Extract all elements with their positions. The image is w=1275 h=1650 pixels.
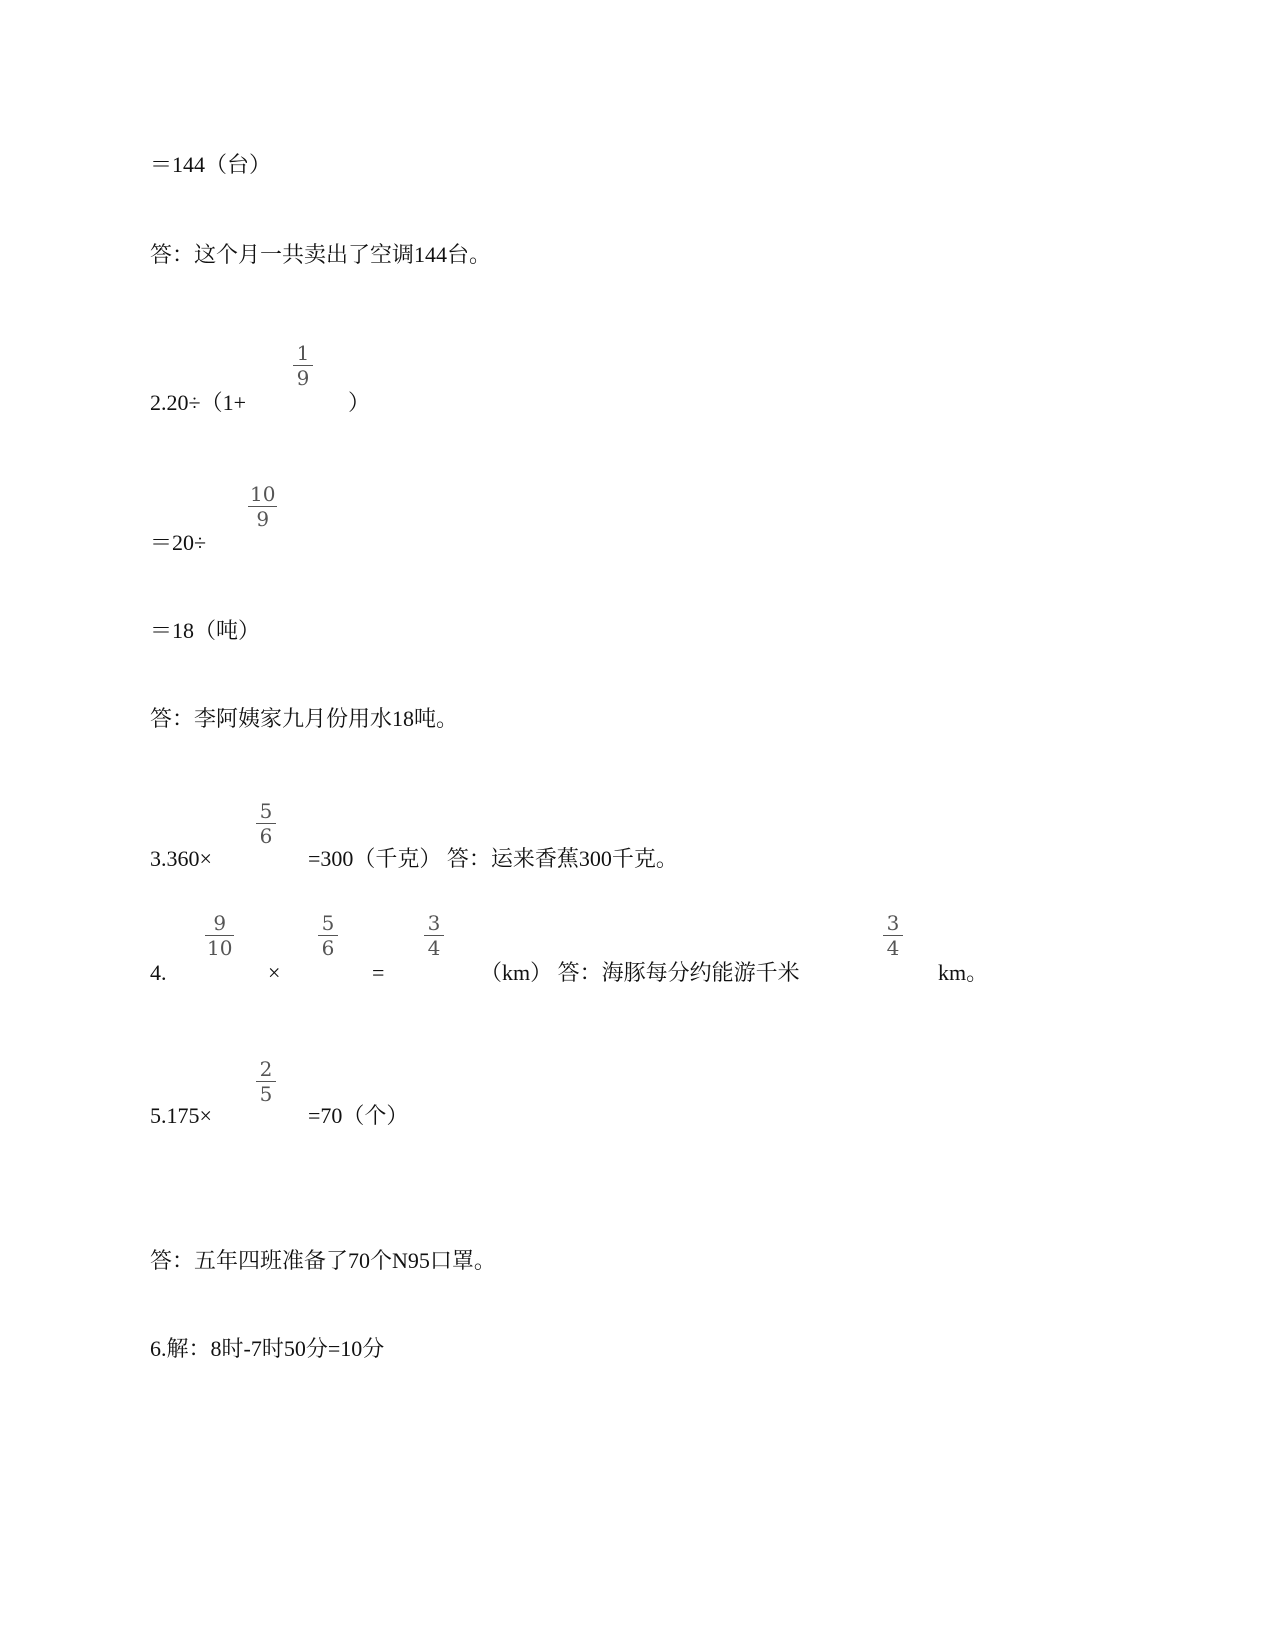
fraction-numerator: 5 — [259, 799, 273, 823]
fraction-numerator: 5 — [321, 911, 335, 935]
problem-5-result: =70（个） — [308, 1103, 409, 1128]
problem-3-result-answer: =300（千克） 答：运来香蕉300千克。 — [308, 846, 678, 871]
fraction-denominator: 5 — [259, 1082, 273, 1106]
fraction-denominator: 4 — [886, 936, 900, 960]
problem-4-unit-answer: （km） 答：海豚每分约能游千米 — [480, 960, 800, 985]
problem-2-close-paren: ） — [348, 390, 371, 415]
result-line-144: ＝144（台） — [150, 152, 272, 177]
problem-4-label: 4. — [150, 960, 167, 985]
fraction-5-6 — [256, 800, 276, 847]
fraction-denominator: 6 — [321, 936, 335, 960]
problem-5-expression: 5.175× — [150, 1103, 212, 1128]
fraction-numerator: 1 — [296, 341, 310, 365]
fraction-5-6-b — [318, 912, 338, 959]
fraction-numerator: 2 — [259, 1057, 273, 1081]
fraction-numerator: 9 — [213, 911, 227, 935]
fraction-10-9 — [248, 483, 277, 530]
answer-line-5: 答：五年四班准备了70个N95口罩。 — [150, 1248, 496, 1273]
problem-2-expression: 2.20÷（1+ — [150, 390, 246, 415]
step-20-div: ＝20÷ — [150, 530, 207, 555]
fraction-9-10 — [205, 912, 234, 959]
problem-4-km-suffix: km。 — [938, 960, 989, 985]
fraction-denominator: 4 — [427, 936, 441, 960]
fraction-denominator: 9 — [296, 366, 310, 390]
fraction-denominator: 10 — [207, 936, 233, 960]
fraction-numerator: 3 — [886, 911, 900, 935]
problem-6-solution: 6.解：8时-7时50分=10分 — [150, 1336, 385, 1361]
result-line-18: ＝18（吨） — [150, 618, 261, 643]
fraction-2-5 — [256, 1058, 276, 1105]
fraction-denominator: 9 — [256, 507, 270, 531]
fraction-numerator: 3 — [427, 911, 441, 935]
fraction-3-4-b — [883, 912, 903, 959]
answer-line-2: 答：李阿姨家九月份用水18吨。 — [150, 706, 459, 731]
equals-sign: = — [372, 960, 385, 985]
problem-3-expression: 3.360× — [150, 846, 212, 871]
fraction-3-4 — [424, 912, 444, 959]
answer-line-1: 答：这个月一共卖出了空调144台。 — [150, 242, 492, 267]
fraction-1-9 — [293, 342, 313, 389]
fraction-denominator: 6 — [259, 824, 273, 848]
fraction-numerator: 10 — [250, 482, 276, 506]
times-sign: × — [268, 960, 281, 985]
